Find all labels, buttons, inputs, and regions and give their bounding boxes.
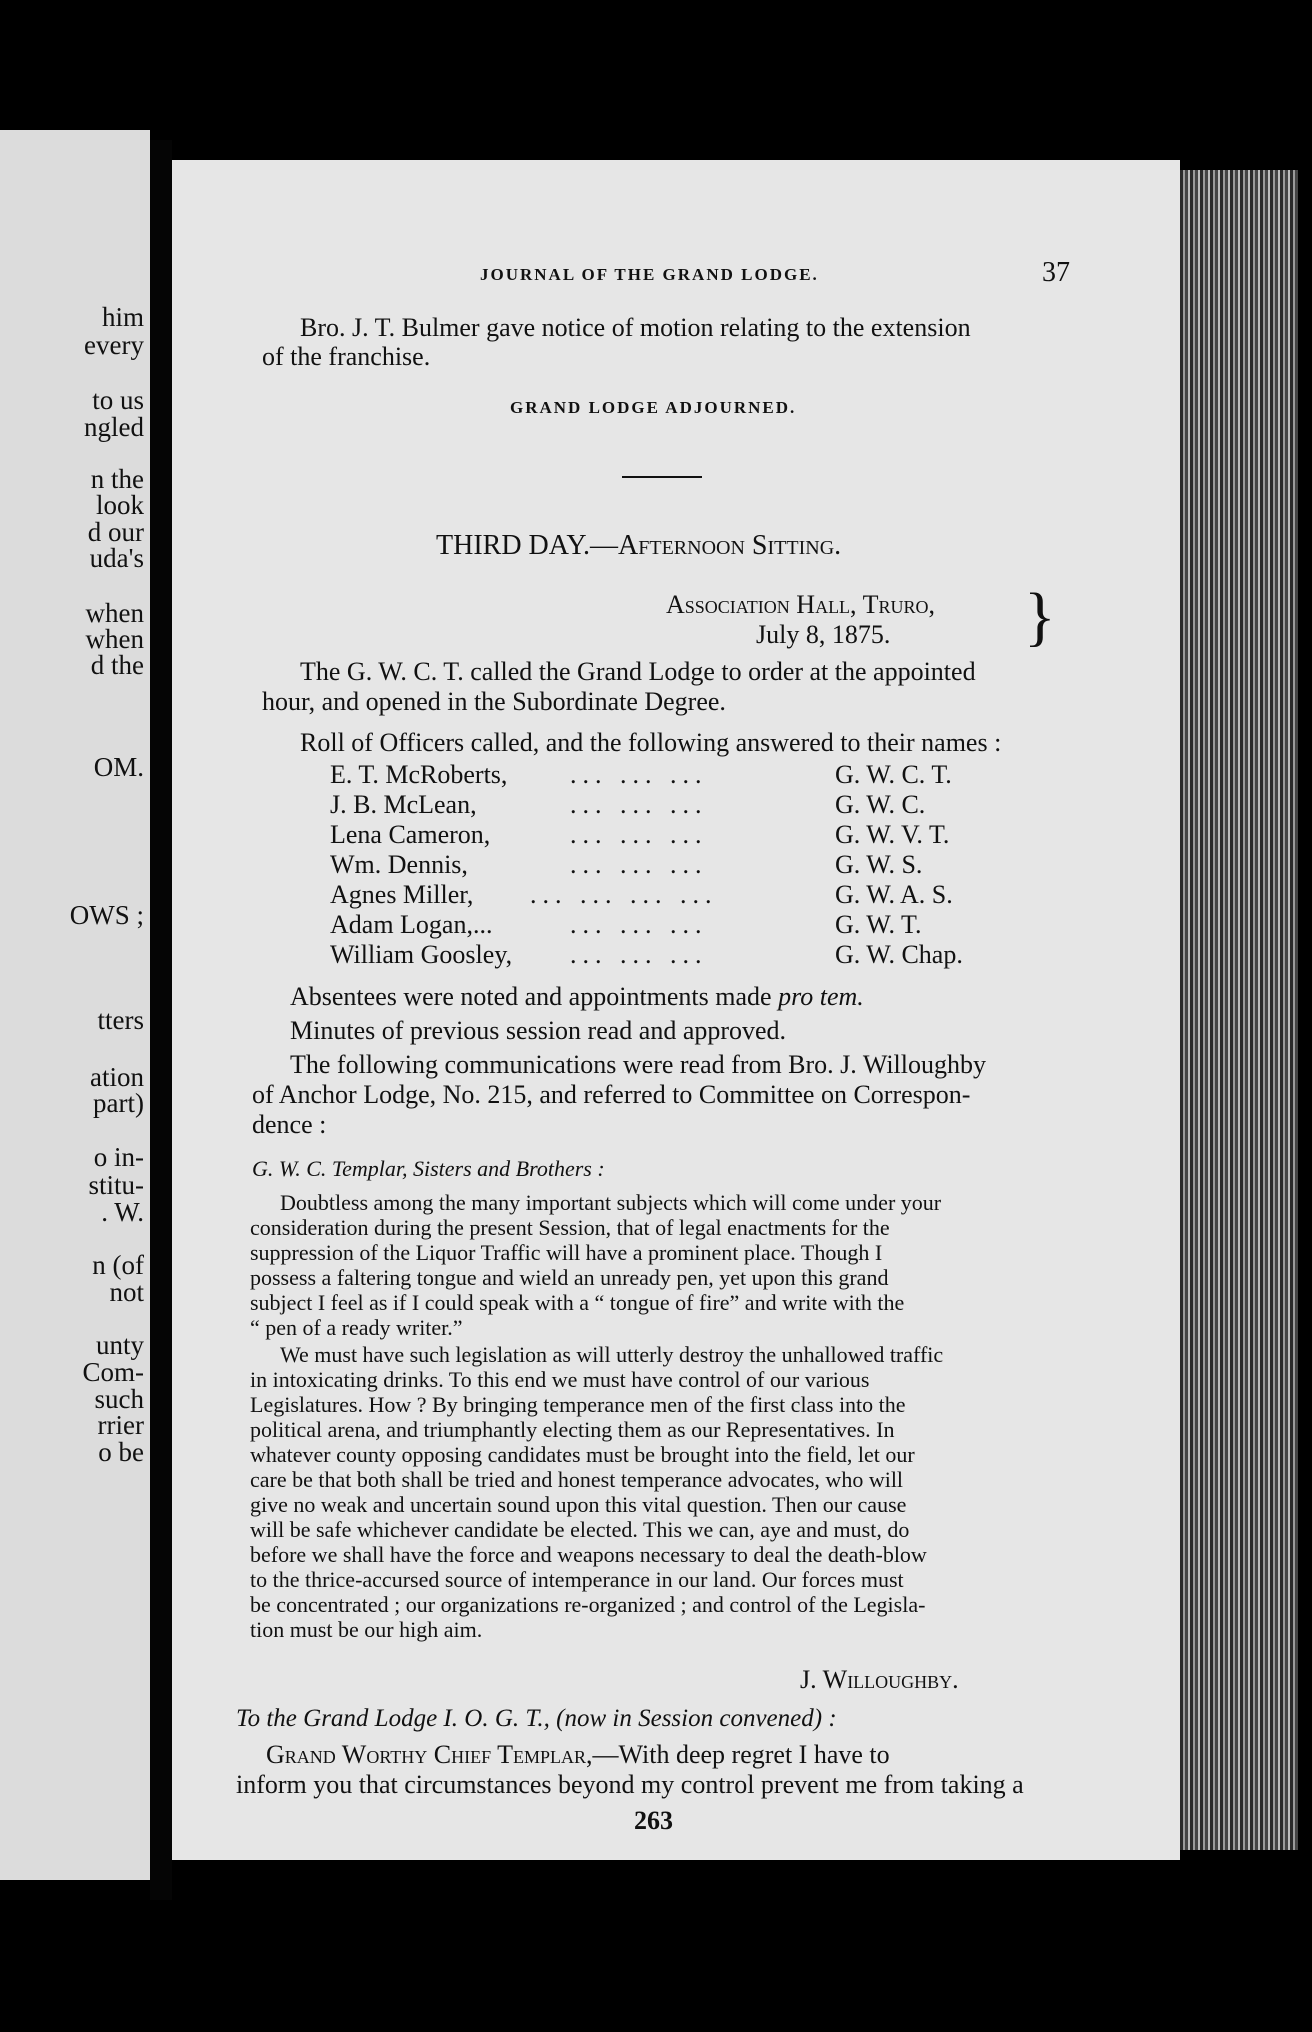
- roll-leader: ... ... ...: [570, 790, 708, 819]
- left-page-fragment: o in-: [93, 1142, 144, 1172]
- roll-row: [330, 790, 970, 820]
- notice-line-2: of the franchise.: [262, 342, 431, 371]
- book-gutter: [150, 140, 172, 1900]
- opening-line-2: hour, and opened in the Subordinate Degree.: [262, 687, 726, 716]
- letter-line: to the thrice-accursed source of intemperance in our land. Our forces must: [250, 1567, 904, 1592]
- letter-line: suppression of the Liquor Traffic will have a prominent place. Though I: [250, 1240, 883, 1265]
- communications-line-3: dence :: [252, 1110, 327, 1139]
- left-page-fragment: Com-: [82, 1357, 144, 1387]
- roll-row: [330, 850, 970, 880]
- letter-line: care be that both shall be tried and honest temperance advocates, who will: [250, 1467, 904, 1492]
- roll-name: J. B. McLean,: [330, 790, 477, 819]
- left-page-fragment: to us: [92, 385, 144, 415]
- opening-line-1: The G. W. C. T. called the Grand Lodge to order at the appointed: [300, 657, 976, 686]
- left-page-fragment: stitu-: [88, 1170, 144, 1200]
- letter-line: tion must be our high aim.: [250, 1617, 483, 1642]
- footer-number: 263: [634, 1806, 673, 1835]
- roll-row: [330, 820, 970, 850]
- book-page: [172, 160, 1180, 1860]
- left-page-fragment: look: [95, 490, 144, 520]
- location-line-1: Association Hall, Truro,: [666, 590, 935, 619]
- left-page-fragment: rrier: [97, 1410, 144, 1440]
- letter-line: subject I feel as if I could speak with a “ tongue of fire” and write with the: [250, 1290, 905, 1315]
- adjourned-heading: GRAND LODGE ADJOURNED.: [510, 398, 797, 417]
- section-title: [436, 530, 841, 562]
- letter-line: Legislatures. How ? By bringing temperance men of the first class into the: [250, 1392, 906, 1417]
- location-date: July 8, 1875.: [756, 620, 891, 649]
- letter-line: in intoxicating drinks. To this end we must have control of our various: [250, 1367, 870, 1392]
- left-page-fragment: unty: [95, 1330, 144, 1360]
- letter-line: political arena, and triumphantly electing them as our Representatives. In: [250, 1417, 895, 1442]
- left-page-fragment: n the: [90, 464, 144, 494]
- letter-line: will be safe whichever candidate be elected. This we can, aye and must, do: [250, 1517, 910, 1542]
- left-page-fragment: him: [101, 302, 144, 332]
- page-number: 37: [1042, 257, 1070, 288]
- second-letter-line-2: inform you that circumstances beyond my control prevent me from taking a: [236, 1770, 1024, 1799]
- signature: J. Willoughby.: [800, 1665, 959, 1694]
- roll-office: G. W. V. T.: [835, 820, 950, 849]
- running-title: JOURNAL OF THE GRAND LODGE.: [480, 265, 819, 284]
- letter-line: possess a faltering tongue and wield an unready pen, yet upon this grand: [250, 1265, 889, 1290]
- roll-office: G. W. C.: [835, 790, 926, 819]
- roll-name: Wm. Dennis,: [330, 850, 468, 879]
- letter-line: before we shall have the force and weapons necessary to deal the death-blow: [250, 1542, 927, 1567]
- communications-line-2: of Anchor Lodge, No. 215, and referred to Committee on Correspon-: [252, 1080, 971, 1109]
- roll-office: G. W. T.: [835, 910, 922, 939]
- roll-name: William Goosley,: [330, 940, 513, 969]
- roll-name: Agnes Miller,: [330, 880, 474, 909]
- roll-row: [330, 940, 970, 970]
- roll-leader: ... ... ...: [570, 760, 708, 789]
- notice-line-1: Bro. J. T. Bulmer gave notice of motion relating to the extension: [300, 313, 971, 342]
- left-page-fragment: part): [93, 1088, 144, 1118]
- left-page-fragment: ngled: [84, 412, 144, 442]
- absentees-text: Absentees were noted and appointments made: [290, 982, 779, 1011]
- section-divider: [622, 476, 702, 478]
- letter-line: “ pen of a ready writer.”: [250, 1315, 463, 1340]
- roll-office: G. W. C. T.: [835, 760, 952, 789]
- roll-row: [330, 880, 970, 910]
- left-page-fragment: . W.: [101, 1197, 144, 1227]
- roll-office: G. W. Chap.: [835, 940, 963, 969]
- book-page-edges: [1180, 170, 1298, 1850]
- minutes-line: Minutes of previous session read and approved.: [290, 1016, 787, 1045]
- left-page-fragment: such: [94, 1384, 144, 1414]
- left-page-fragment: when: [85, 598, 144, 628]
- roll-leader: ... ... ...: [570, 910, 708, 939]
- roll-row: [330, 910, 970, 940]
- roll-row: [330, 760, 970, 790]
- roll-name: Lena Cameron,: [330, 820, 491, 849]
- left-page-fragment: OM.: [93, 752, 144, 782]
- roll-name: E. T. McRoberts,: [330, 760, 508, 789]
- left-page-fragment: o be: [98, 1437, 144, 1467]
- section-title-sub: Afternoon Sitting.: [618, 530, 842, 561]
- left-page-fragment: every: [84, 330, 144, 360]
- letter-line: whatever county opposing candidates must be brought into the field, let our: [250, 1442, 915, 1467]
- roll-leader: ... ... ...: [570, 820, 708, 849]
- letter-line: consideration during the present Session, that of legal enactments for the: [250, 1215, 890, 1240]
- letter-line: give no weak and uncertain sound upon this vital question. Then our cause: [250, 1492, 907, 1517]
- roll-intro: Roll of Officers called, and the following answered to their names :: [300, 728, 1002, 757]
- second-address: To the Grand Lodge I. O. G. T., (now in Session convened) :: [236, 1705, 837, 1732]
- roll-office: G. W. A. S.: [835, 880, 953, 909]
- letter-line: Doubtless among the many important subjects which will come under your: [280, 1190, 942, 1215]
- second-letter-lead: Grand Worthy Chief Templar,: [266, 1740, 593, 1769]
- communications-line-1: The following communications were read from Bro. J. Willoughby: [290, 1050, 986, 1079]
- left-page-fragment: d our: [87, 517, 144, 547]
- absentees-italic: pro tem.: [778, 982, 864, 1011]
- left-page-fragment: OWS ;: [69, 900, 144, 930]
- letter-line: We must have such legislation as will utterly destroy the unhallowed traffic: [280, 1342, 944, 1367]
- roll-leader: ... ... ... ...: [530, 880, 718, 909]
- letter-line: be concentrated ; our organizations re-organized ; and control of the Legisla-: [250, 1592, 926, 1617]
- section-title-main: THIRD DAY.—: [436, 530, 619, 561]
- second-letter-line-1: [266, 1740, 890, 1770]
- left-facing-page: [0, 130, 150, 1880]
- salutation: G. W. C. Templar, Sisters and Brothers :: [252, 1156, 605, 1181]
- roll-name: Adam Logan,...: [330, 910, 493, 939]
- left-page-fragment: when: [85, 624, 144, 654]
- left-page-fragment: not: [109, 1277, 144, 1307]
- left-page-fragment: ation: [90, 1062, 144, 1092]
- roll-leader: ... ... ...: [570, 850, 708, 879]
- left-page-fragment: d the: [90, 650, 144, 680]
- left-page-fragment: n (of: [92, 1250, 144, 1280]
- location-brace: }: [1024, 580, 1056, 653]
- roll-office: G. W. S.: [835, 850, 923, 879]
- roll-leader: ... ... ...: [570, 940, 708, 969]
- left-page-fragment: tters: [97, 1005, 144, 1035]
- absentees-line: [290, 982, 864, 1012]
- second-letter-rest: —With deep regret I have to: [592, 1740, 890, 1769]
- left-page-fragment: uda's: [89, 543, 144, 573]
